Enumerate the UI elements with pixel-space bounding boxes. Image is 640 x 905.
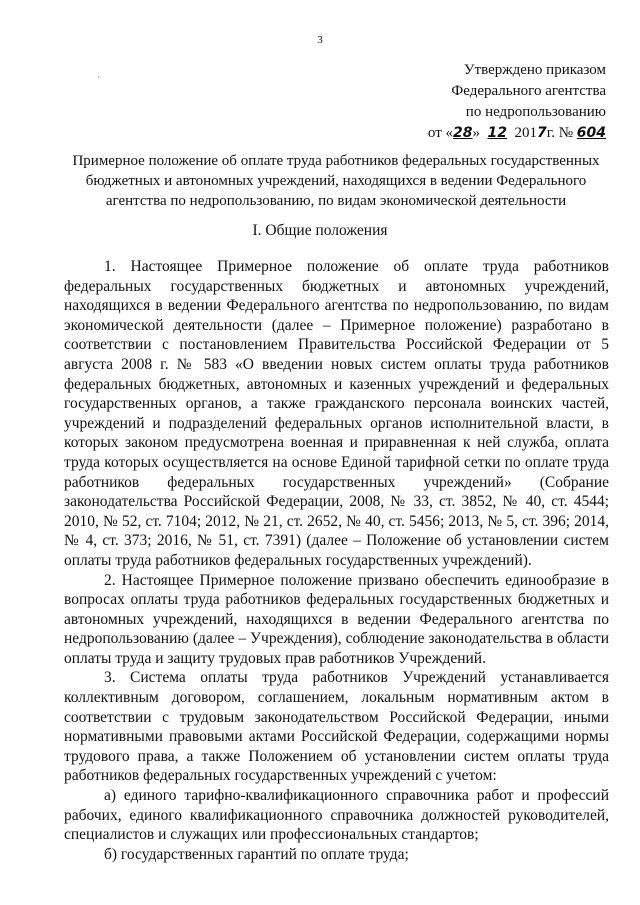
handwritten-order-number: 604 — [576, 125, 606, 141]
approval-block — [428, 60, 606, 144]
handwritten-year-digit: 7 — [536, 125, 547, 141]
approval-date-line — [428, 123, 606, 144]
list-item-a: а) единого тарифно-квалификационного справочника работ и профессий рабочих, единого квалификационного справочника должностей руководителей, специалистов и служащих или профессиональных стандартов; — [64, 787, 609, 844]
approval-line-1: Утверждено приказом — [463, 62, 606, 78]
date-sep: » — [472, 125, 480, 141]
year-prefix: 201 — [514, 125, 537, 141]
approval-line-3: по недропользованию — [465, 104, 606, 120]
document-title: Примерное положение об оплате труда работников федеральных государственных бюджетных и автономных учреждений, находящихся в ведении Федерального агентства по недропользованию, по видам экономической деятельности — [72, 153, 600, 209]
paragraph-1: 1. Настоящее Примерное положение об оплате труда работников федеральных государственных бюджетных и автономных учреждений, находящихся в ведении Федерального агентства по недропользованию, по видам экономической деятельности (далее – Примерное положение) разработано в соответствии с постановлением Правительства Российской Федерации от 5 августа 2008 г. № 583 «О введении новых систем оплаты труда работников федеральных бюджетных, автономных и казенных учреждений и федеральных государственных органов, а также гражданского персонала воинских частей, учреждений и подразделений федеральных органов исполнительной власти, в которых законом предусмотрена военная и приравненная к ней служба, оплата труда которых осуществляется на основе Единой тарифной сетки по оплате труда работников федеральных государственных учреждений» (Собрание законодательства Российской Федерации, 2008, № 33, ст. 3852, № 40, ст. 4544; 2010, № 52, ст. 7104; 2012, № 21, ст. 2652, № 40, ст. 5456; 2013, № 5, ст. 396; 2014, № 4, ст. 373; 2016, № 51, ст. 7391) (далее – Положение об установлении систем оплаты труда работников федеральных государственных учреждений). — [64, 258, 609, 569]
handwritten-month: 12 — [487, 125, 507, 141]
number-prefix: г. № — [546, 125, 574, 141]
date-prefix: от « — [427, 125, 454, 141]
approval-line-2: Федерального агентства — [451, 83, 606, 99]
section-heading: I. Общие положения — [252, 222, 388, 239]
handwritten-day: 28 — [453, 125, 473, 141]
paragraph-3: 3. Система оплаты труда работников Учреждений устанавливается коллективным договором, соглашением, локальным нормативным актом в соответствии с трудовым законодательством Российской Федерации, иными нормативными правовыми актами Российской Федерации, содержащими нормы трудового права, а также Положением об установлении систем оплаты труда работников федеральных государственных учреждений с учетом: — [64, 669, 609, 785]
page-number: 3 — [317, 34, 323, 46]
paragraph-2: 2. Настоящее Примерное положение призвано обеспечить единообразие в вопросах оплаты труда работников федеральных государственных бюджетных и автономных учреждений, находящихся в ведении Федерального агентства по недропользованию (далее – Учреждения), соблюдение законодательства в области оплаты труда и защиту трудовых прав работников Учреждений. — [64, 571, 609, 667]
list-item-b: б) государственных гарантий по оплате труда; — [104, 845, 409, 863]
document-body — [64, 257, 609, 864]
scan-mark: · — [97, 72, 100, 82]
